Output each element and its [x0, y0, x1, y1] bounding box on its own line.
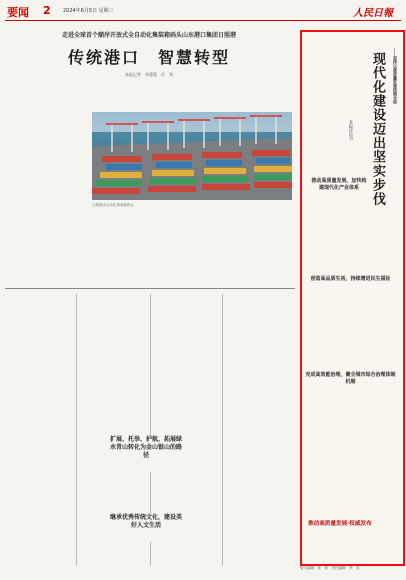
section-divider — [5, 288, 295, 289]
feature-kicker: ——坚持以高质量发展统领全局 — [393, 48, 398, 104]
page-number: 2 — [43, 4, 51, 17]
photo-caption: 日照港全自动化集装箱码头 — [92, 203, 134, 207]
feature-body-1 — [304, 198, 397, 272]
feature-body-2 — [304, 288, 397, 368]
article-column-1 — [6, 294, 74, 564]
feature-commentator: 本报评论员 — [349, 120, 354, 140]
page-credits: 版式编辑：张 欢 责任编辑：李 英 — [300, 566, 360, 570]
header-rule — [5, 20, 401, 21]
column-divider — [76, 294, 77, 566]
article-column-4 — [224, 294, 294, 564]
lead-story — [5, 26, 293, 78]
subhead-culture: 继承优秀传统文化，建设美好人文生活 — [108, 514, 184, 542]
issue-date: 2024年6月5日 星期三 — [63, 8, 114, 14]
column-divider — [222, 294, 223, 566]
lead-body-column-3 — [194, 210, 292, 280]
lead-headline: 传统港口 智慧转型 — [67, 48, 230, 67]
port-photo — [92, 112, 292, 200]
feature-subhead-1: 推动高质量发展，加快构建现代化产业体系 — [311, 178, 367, 191]
page-header — [5, 4, 401, 20]
lead-body-column-2 — [92, 210, 190, 280]
feature-subhead-3: 完成高效能治理，健全城市综合治理体制机制 — [305, 372, 396, 385]
feature-body-top — [304, 34, 342, 174]
feature-subhead-2: 创造高品质生活，持续增进民生福祉 — [310, 276, 391, 282]
section-title: 要闻 — [7, 6, 29, 19]
feature-body-3 — [304, 392, 397, 516]
feature-headline: 现代化建设迈出坚实步伐 — [370, 52, 385, 206]
lead-byline: 本报记者 李蕾蕾 肖 琴 — [125, 72, 173, 77]
subhead-ecology: 扩展、托举、护航，拓展绿水青山转化为金山银山的路径 — [108, 436, 184, 472]
masthead-logo: 人民日報 — [353, 8, 393, 19]
lead-kicker: 走进全球首个顺岸开放式全自动化集装箱码头山东港口集团日照港 — [61, 32, 236, 39]
lead-body-column-1 — [6, 84, 88, 282]
feature-column-tag: 推动高质量发展·权威发布 — [308, 521, 372, 527]
